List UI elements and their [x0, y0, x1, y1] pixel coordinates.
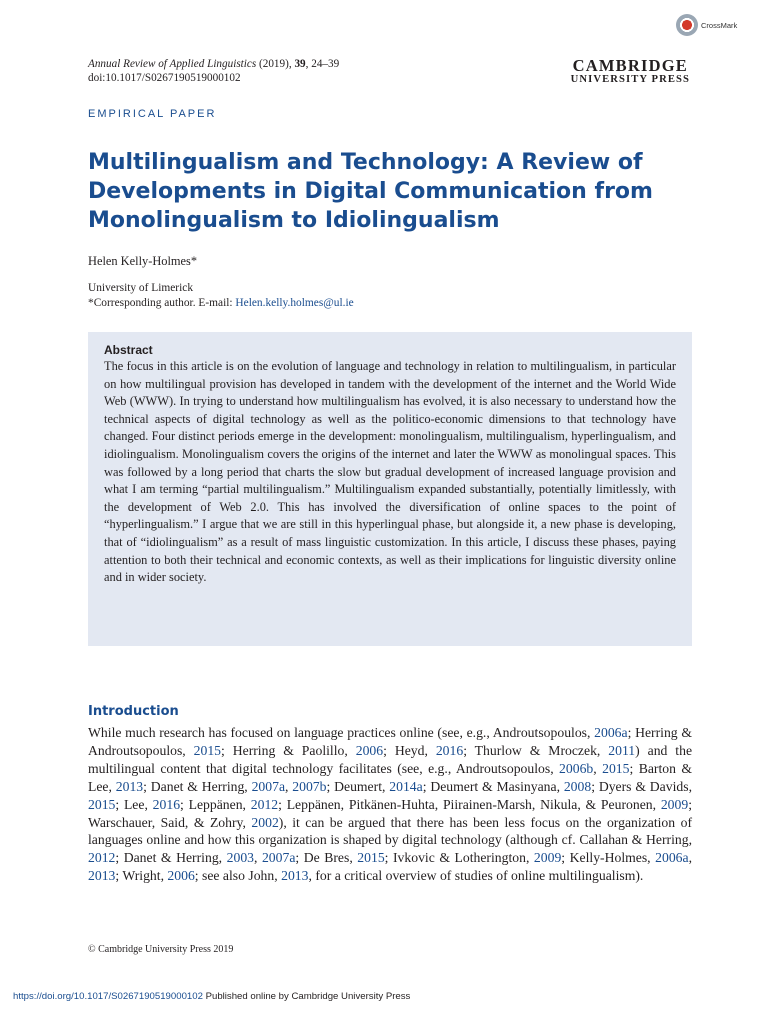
citation-link[interactable]: 2013 [88, 868, 116, 884]
page-footer [13, 991, 410, 1002]
citation-link[interactable]: 2012 [250, 796, 279, 812]
citation-link[interactable]: 2007b [292, 778, 327, 794]
citation-link[interactable]: 2007a [261, 850, 296, 866]
citation-link[interactable]: 2016 [152, 796, 181, 812]
introduction-text-run: ; Wright, [115, 868, 168, 884]
journal-doi: doi:10.1017/S0267190519000102 [88, 72, 241, 84]
citation-link[interactable]: 2013 [281, 868, 309, 884]
publisher-logo-line1: CAMBRIDGE [572, 56, 688, 75]
citation-link[interactable]: 2002 [251, 814, 279, 830]
introduction-text-run: ; Kelly-Holmes, [561, 850, 656, 866]
citation-link[interactable]: 2014a [389, 778, 423, 794]
introduction-text-run: ; Leppänen, [180, 796, 251, 812]
journal-name: Annual Review of Applied Linguistics [88, 58, 257, 70]
introduction-text-run: While much research has focused on language practices online (see, e.g., Androutsopoulos, [88, 725, 595, 740]
citation-link[interactable]: 2006a [594, 725, 628, 740]
publisher-logo-line2: UNIVERSITY PRESS [570, 74, 690, 85]
introduction-text-run: ; Herring & Paolillo, [221, 742, 356, 758]
introduction-text-run: ; Deumert, [326, 778, 390, 794]
footer-published: Published online by Cambridge University Press [202, 991, 411, 1002]
citation-link[interactable]: 2006b [559, 760, 594, 776]
introduction-heading: Introduction [88, 704, 179, 719]
citation-link[interactable]: 2015 [357, 850, 385, 866]
introduction-text-run: ; Lee, [115, 796, 153, 812]
introduction-text-run: , [688, 850, 693, 866]
introduction-text-run: ; see also John, [194, 868, 282, 884]
journal-volume: 39 [294, 58, 306, 70]
abstract-text: The focus in this article is on the evolution of language and technology in relation to multilingualism, in particular on how multilingual provision has developed in tandem with the development of the internet and the World Wide Web (WWW). In trying to understand how multilingualism has evolved, it is also necessary to understand how the technical aspects of digital technology as well as the politico-economic dimensions to that technology have changed. Four distinct periods emerge in the development: monolingualism, multilingualism, hyperlingualism, and idiolingualism. Monolingualism covers the origins of the internet and later the WWW as monolingual spaces. This was followed by a long period that charts the slow but gradual development of increased language provision and what I am terming “partial multilingualism.” Multilingualism expanded substantially, potentially limitlessly, with the development of Web 2.0. This has involved the diversification of online spaces to the point of “hyperlingualism.” I argue that we are still in this hyperlingual phase, but alongside it, a new phase is developing, that of “idiolingualism” as a result of mass linguistic customization. In this article, I discuss these phases, paying attention to both their technical and economic contexts, as well as their implications for linguistic diversity online and in wider society. [104, 359, 676, 585]
introduction-text-run: ; Leppänen, Pitkänen-Huhta, Piirainen-Marsh, Nikula, & Peuronen, [278, 796, 661, 812]
copyright-notice: © Cambridge University Press 2019 [88, 944, 234, 955]
citation-link[interactable]: 2013 [115, 778, 144, 794]
corresponding-prefix: *Corresponding author. E-mail: [88, 297, 236, 309]
introduction-text-run: , for a critical overview of studies of online multilingualism). [308, 868, 644, 884]
citation-link[interactable]: 2006 [167, 868, 195, 884]
abstract-box [88, 332, 692, 646]
section-label: EMPIRICAL PAPER [88, 108, 217, 120]
citation-link[interactable]: 2012 [88, 850, 116, 866]
introduction-text-run: ; Herring & Androutsopoulos, [88, 725, 692, 758]
introduction-text-run: , [254, 850, 262, 866]
footer-doi-link[interactable]: https://doi.org/10.1017/S0267190519000102 [13, 991, 203, 1002]
corresponding-author [88, 296, 354, 311]
introduction-text-run: , [285, 778, 293, 794]
citation-link[interactable]: 2007a [251, 778, 286, 794]
journal-pages: , 24–39 [305, 58, 340, 70]
journal-year: (2019), [256, 58, 295, 70]
citation-link[interactable]: 2006a [655, 850, 689, 866]
crossmark-icon [676, 14, 698, 36]
author-affiliation [88, 281, 354, 311]
introduction-text-run: ; Warschauer, Said, & Zohry, [88, 796, 692, 830]
author-email-link[interactable]: Helen.kelly.holmes@ul.ie [235, 297, 354, 309]
introduction-text-run: ; Deumert & Masinyana, [422, 778, 564, 794]
introduction-text-run: ; Danet & Herring, [143, 778, 252, 794]
introduction-text-run: ; De Bres, [295, 850, 358, 866]
introduction-text-run: ; Ivkovic & Lotherington, [384, 850, 534, 866]
citation-link[interactable]: 2016 [435, 742, 464, 758]
introduction-text-run: ), it can be argued that there has been less focus on the organization of languages online and how this organization is shaped by digital technology (although cf. Callahan & Herring, [88, 814, 692, 848]
introduction-text-run: ; Heyd, [383, 742, 436, 758]
citation-link[interactable]: 2015 [88, 796, 116, 812]
citation-link[interactable]: 2015 [602, 760, 630, 776]
citation-link[interactable]: 2008 [563, 778, 592, 794]
author-name: Helen Kelly-Holmes* [88, 254, 198, 268]
citation-link[interactable]: 2009 [533, 850, 562, 866]
citation-link[interactable]: 2011 [608, 742, 636, 758]
introduction-text-run: ; Dyers & Davids, [591, 778, 692, 794]
introduction-text-run: ) and the multilingual content that digital technology facilitates (see, e.g., Androutsopoulos, [88, 742, 693, 776]
abstract-heading: Abstract [104, 343, 153, 357]
citation-link[interactable]: 2015 [193, 742, 222, 758]
introduction-text-run: , [593, 760, 603, 776]
crossmark-label: CrossMark [701, 20, 738, 30]
introduction-text-run: ; Barton & Lee, [88, 760, 693, 794]
citation-link[interactable]: 2003 [226, 850, 254, 866]
introduction-text-run: ; Thurlow & Mroczek, [463, 742, 609, 758]
publisher-logo [571, 57, 690, 86]
crossmark-badge[interactable] [676, 13, 737, 37]
introduction-paragraph [88, 724, 692, 885]
citation-link[interactable]: 2006 [355, 742, 384, 758]
affiliation-text: University of Limerick [88, 282, 194, 294]
article-title: Multilingualism and Technology: A Review of Developments in Digital Communication from Monolingualism to Idiolingualism [88, 150, 653, 233]
introduction-text-run: ; Danet & Herring, [115, 850, 227, 866]
citation-link[interactable]: 2009 [660, 796, 689, 812]
journal-citation [88, 57, 339, 85]
